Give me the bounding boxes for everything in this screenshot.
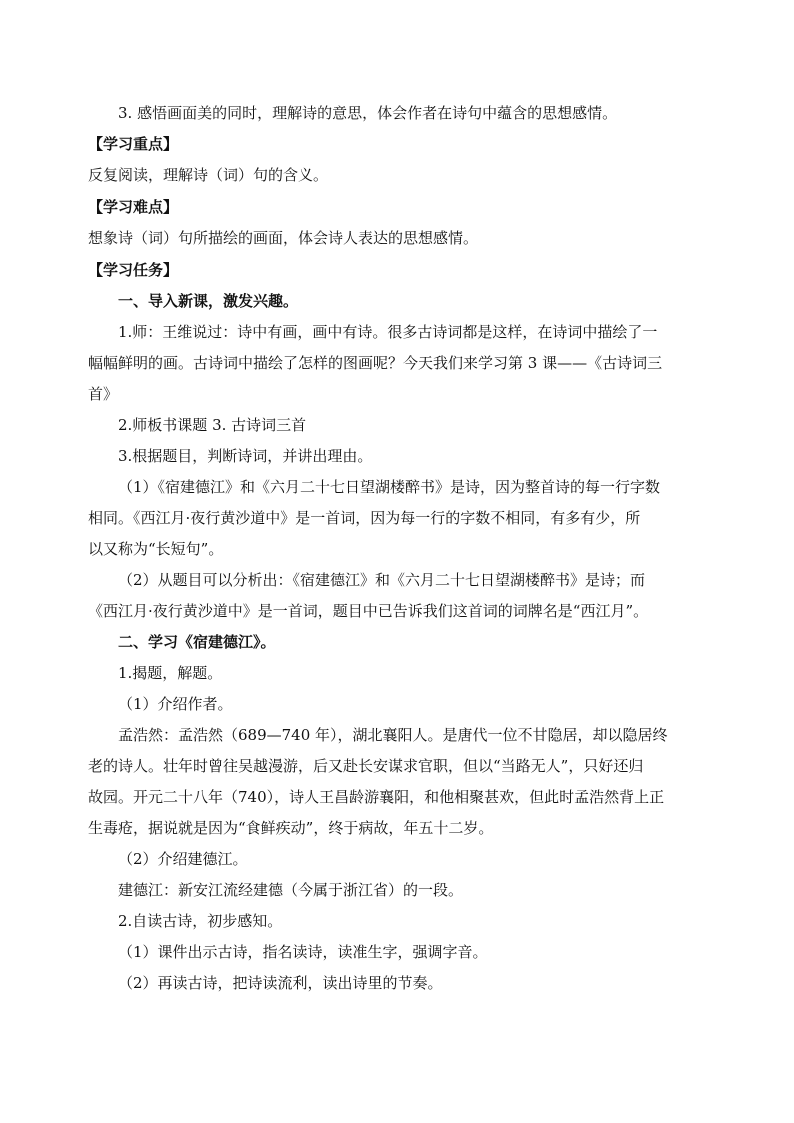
author-line-1: 孟浩然：孟浩然（689—740 年），湖北襄阳人。是唐代一位不甘隐居，却以隐居终 — [118, 726, 668, 744]
step-1-2: （2）介绍建德江。 — [118, 850, 248, 868]
paragraph-1-line-2: 幅幅鲜明的画。古诗词中描绘了怎样的图画呢？今天我们来学习第 3 课——《古诗词三 — [88, 354, 663, 372]
step-2-2: （2）再读古诗，把诗读流利，读出诗里的节奏。 — [118, 974, 443, 992]
paragraph-2: 2.师板书课题 3. 古诗词三首 — [118, 416, 307, 434]
section-title-intro: 一、导入新课，激发兴趣。 — [118, 292, 299, 310]
key-points-heading: 【学习重点】 — [88, 135, 179, 153]
paragraph-3: 3.根据题目，判断诗词，并讲出理由。 — [118, 447, 373, 465]
paragraph-1-line-3: 首》 — [88, 385, 119, 403]
paragraph-4-line-3: 以又称为“长短句”。 — [88, 540, 224, 558]
paragraph-1-line-1: 1.师：王维说过：诗中有画，画中有诗。很多古诗词都是这样，在诗词中描绘了一 — [118, 323, 658, 341]
difficulties-heading: 【学习难点】 — [88, 198, 179, 216]
author-line-2: 老的诗人。壮年时曾往吴越漫游，后又赴长安谋求官职，但以“当路无人”，只好还归 — [88, 757, 644, 775]
section-title-poem: 二、学习《宿建德江》。 — [118, 633, 276, 651]
paragraph-5-line-2: 《西江月·夜行黄沙道中》是一首词，题目中已告诉我们这首词的词牌名是“西江月”。 — [88, 602, 649, 620]
difficulties-text: 想象诗（词）句所描绘的画面，体会诗人表达的思想感情。 — [88, 229, 479, 247]
objective-item-3: 3. 感悟画面美的同时，理解诗的意思，体会作者在诗句中蕴含的思想感情。 — [118, 104, 618, 122]
key-points-text: 反复阅读，理解诗（词）句的含义。 — [88, 166, 329, 184]
step-1: 1.揭题，解题。 — [118, 664, 223, 682]
tasks-heading: 【学习任务】 — [88, 261, 179, 279]
paragraph-4-line-1: （1）《宿建德江》和《六月二十七日望湖楼醉书》是诗，因为整首诗的每一行字数 — [118, 478, 661, 496]
author-line-4: 生毒疮，据说就是因为“食鲜疾动”，终于病故，年五十二岁。 — [88, 819, 494, 837]
step-2-1: （1）课件出示古诗，指名读诗，读准生字，强调字音。 — [118, 943, 488, 961]
step-2: 2.自读古诗，初步感知。 — [118, 912, 283, 930]
author-line-3: 故园。开元二十八年（740），诗人王昌龄游襄阳，和他相聚甚欢，但此时孟浩然背上正 — [88, 788, 665, 806]
paragraph-5-line-1: （2）从题目可以分析出：《宿建德江》和《六月二十七日望湖楼醉书》是诗；而 — [118, 571, 646, 589]
paragraph-4-line-2: 相同。《西江月·夜行黄沙道中》是一首词，因为每一行的字数不相同，有多有少，所 — [88, 509, 641, 527]
step-1-1: （1）介绍作者。 — [118, 695, 233, 713]
river-description: 建德江：新安江流经建德（今属于浙江省）的一段。 — [118, 881, 464, 899]
